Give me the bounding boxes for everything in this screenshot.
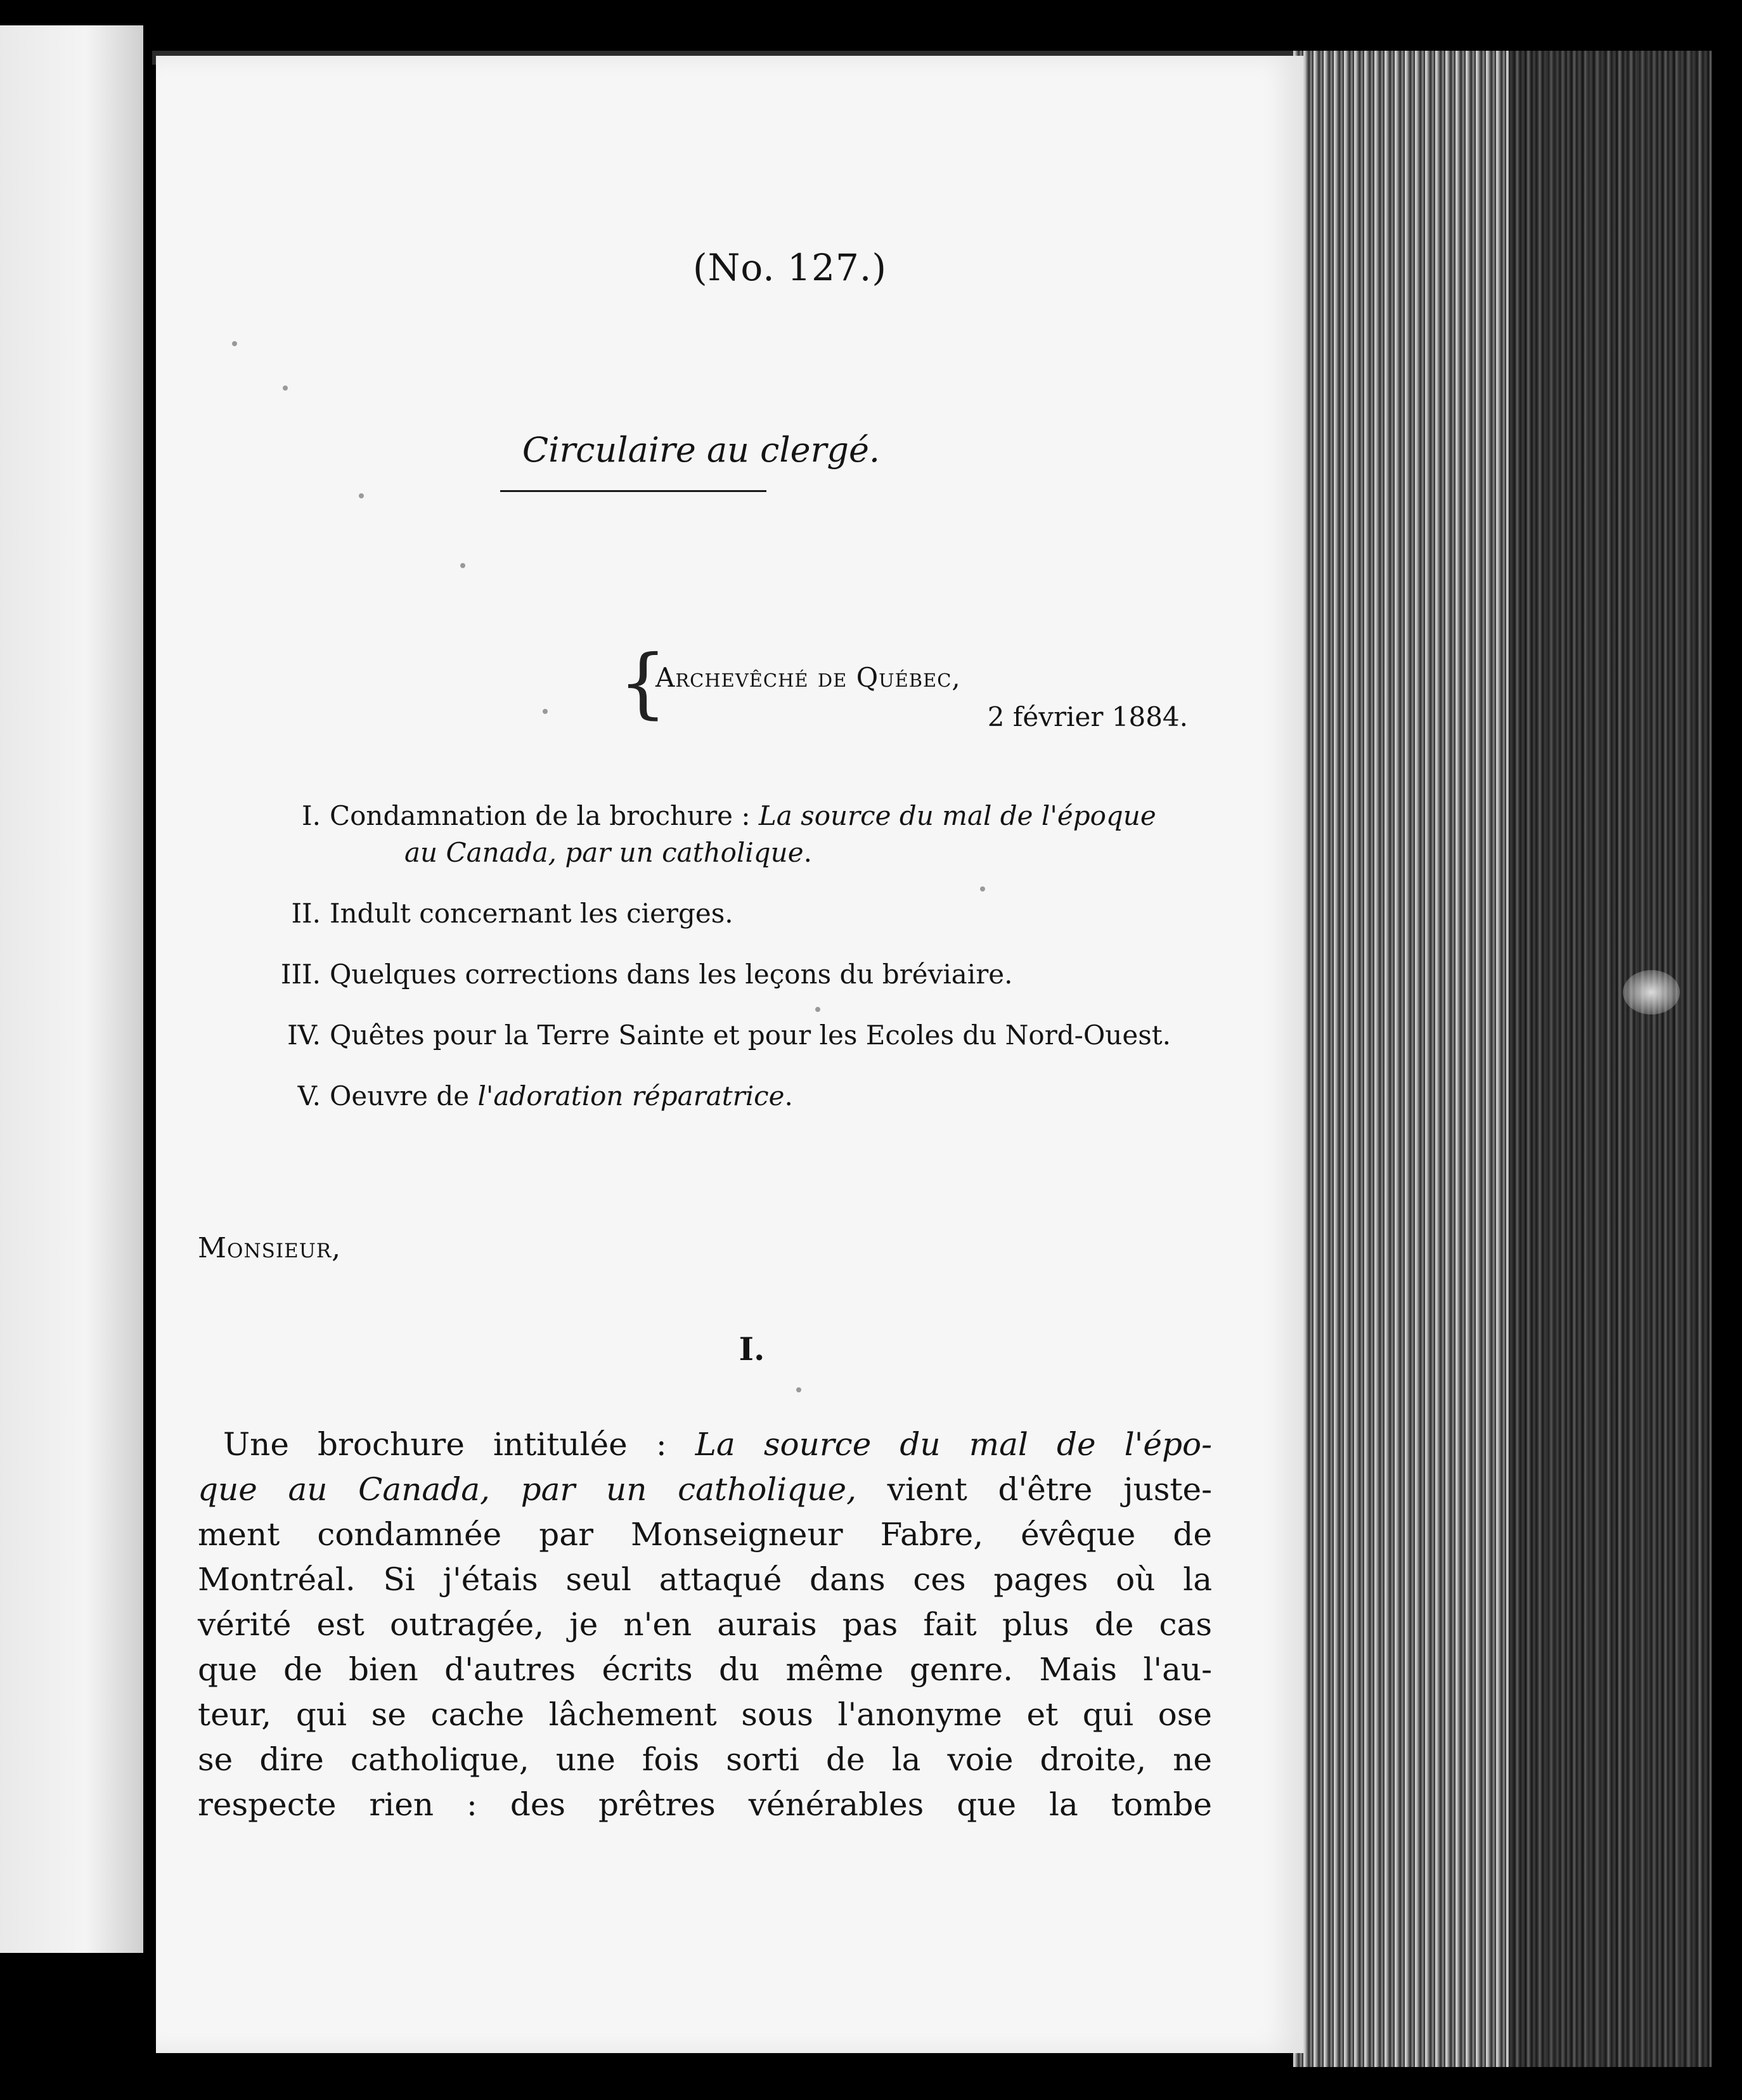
title-rule (500, 490, 766, 492)
summary-number: I. (302, 800, 321, 831)
summary-italic-part: La source du mal de l'époque (750, 800, 1156, 831)
summary-item (219, 1017, 1246, 1054)
summary-text: Indult concernant les cierges. (330, 898, 733, 929)
dust-speck (460, 563, 465, 568)
light-glare (1623, 970, 1680, 1014)
dust-speck (359, 493, 364, 498)
summary-text (330, 1078, 1246, 1115)
summary-item (219, 1078, 1246, 1115)
document-page (156, 56, 1303, 2053)
body-line: ment condamnée par Monseigneur Fabre, évêque de (198, 1516, 1212, 1553)
dust-speck (232, 341, 237, 346)
dateline-place: Archevêché de Québec, (655, 662, 961, 693)
summary-text-part: . (803, 837, 812, 868)
summary-item (219, 798, 1246, 871)
summary-item (219, 895, 1246, 932)
dust-speck (796, 1387, 801, 1392)
circular-number: (No. 127.) (693, 246, 887, 289)
body-text: Une brochure intitulée : (223, 1426, 667, 1463)
dateline-date: 2 février 1884. (987, 701, 1188, 732)
body-line: se dire catholique, une fois sorti de la voie droite, ne (198, 1741, 1212, 1778)
body-italic: La source du mal de l'épo- (695, 1426, 1212, 1463)
dateline (655, 658, 1194, 737)
circular-title: Circulaire au clergé. (522, 430, 881, 470)
summary-continuation (330, 834, 1246, 871)
salutation: Monsieur, (198, 1232, 342, 1264)
previous-page-edge (0, 25, 143, 1953)
body-line (198, 1467, 1212, 1512)
summary-number: III. (280, 959, 321, 990)
summary-number: V. (297, 1080, 321, 1112)
summary-italic-part: l'adoration réparatrice (477, 1080, 785, 1112)
dust-speck (980, 886, 985, 891)
summary-list (219, 798, 1246, 1139)
summary-number: IV. (287, 1020, 321, 1051)
brace-glyph: { (619, 639, 668, 727)
section-heading: I. (739, 1330, 765, 1368)
body-paragraph (198, 1422, 1212, 1827)
summary-text: Quelques corrections dans les leçons du bréviaire. (330, 959, 1013, 990)
summary-text (330, 798, 1246, 871)
summary-number: II. (291, 898, 321, 929)
body-line: que de bien d'autres écrits du même genre. Mais l'au- (198, 1651, 1212, 1688)
dust-speck (815, 1007, 820, 1012)
body-line: respecte rien : des prêtres vénérables que la tombe (198, 1786, 1212, 1823)
summary-italic-part: au Canada, par un catholique (404, 837, 804, 868)
body-line (198, 1422, 1212, 1467)
dust-speck (543, 709, 548, 714)
dust-speck (283, 386, 288, 391)
body-line: vérité est outragée, je n'en aurais pas fait plus de cas (198, 1606, 1212, 1643)
body-line: Montréal. Si j'étais seul attaqué dans ces pages où la (198, 1561, 1212, 1598)
summary-text-part: Oeuvre de (330, 1080, 478, 1112)
summary-text-part: Condamnation de la brochure : (330, 800, 751, 831)
body-text: vient d'être juste- (887, 1471, 1213, 1508)
body-italic: que au Canada, par un catholique, (198, 1471, 856, 1508)
summary-text: Quêtes pour la Terre Sainte et pour les Ecoles du Nord-Ouest. (330, 1020, 1171, 1051)
book-cover-shadow (1509, 51, 1712, 2067)
summary-item (219, 956, 1246, 993)
body-line: teur, qui se cache lâchement sous l'anonyme et qui ose (198, 1696, 1212, 1733)
summary-text-part: . (784, 1080, 793, 1112)
